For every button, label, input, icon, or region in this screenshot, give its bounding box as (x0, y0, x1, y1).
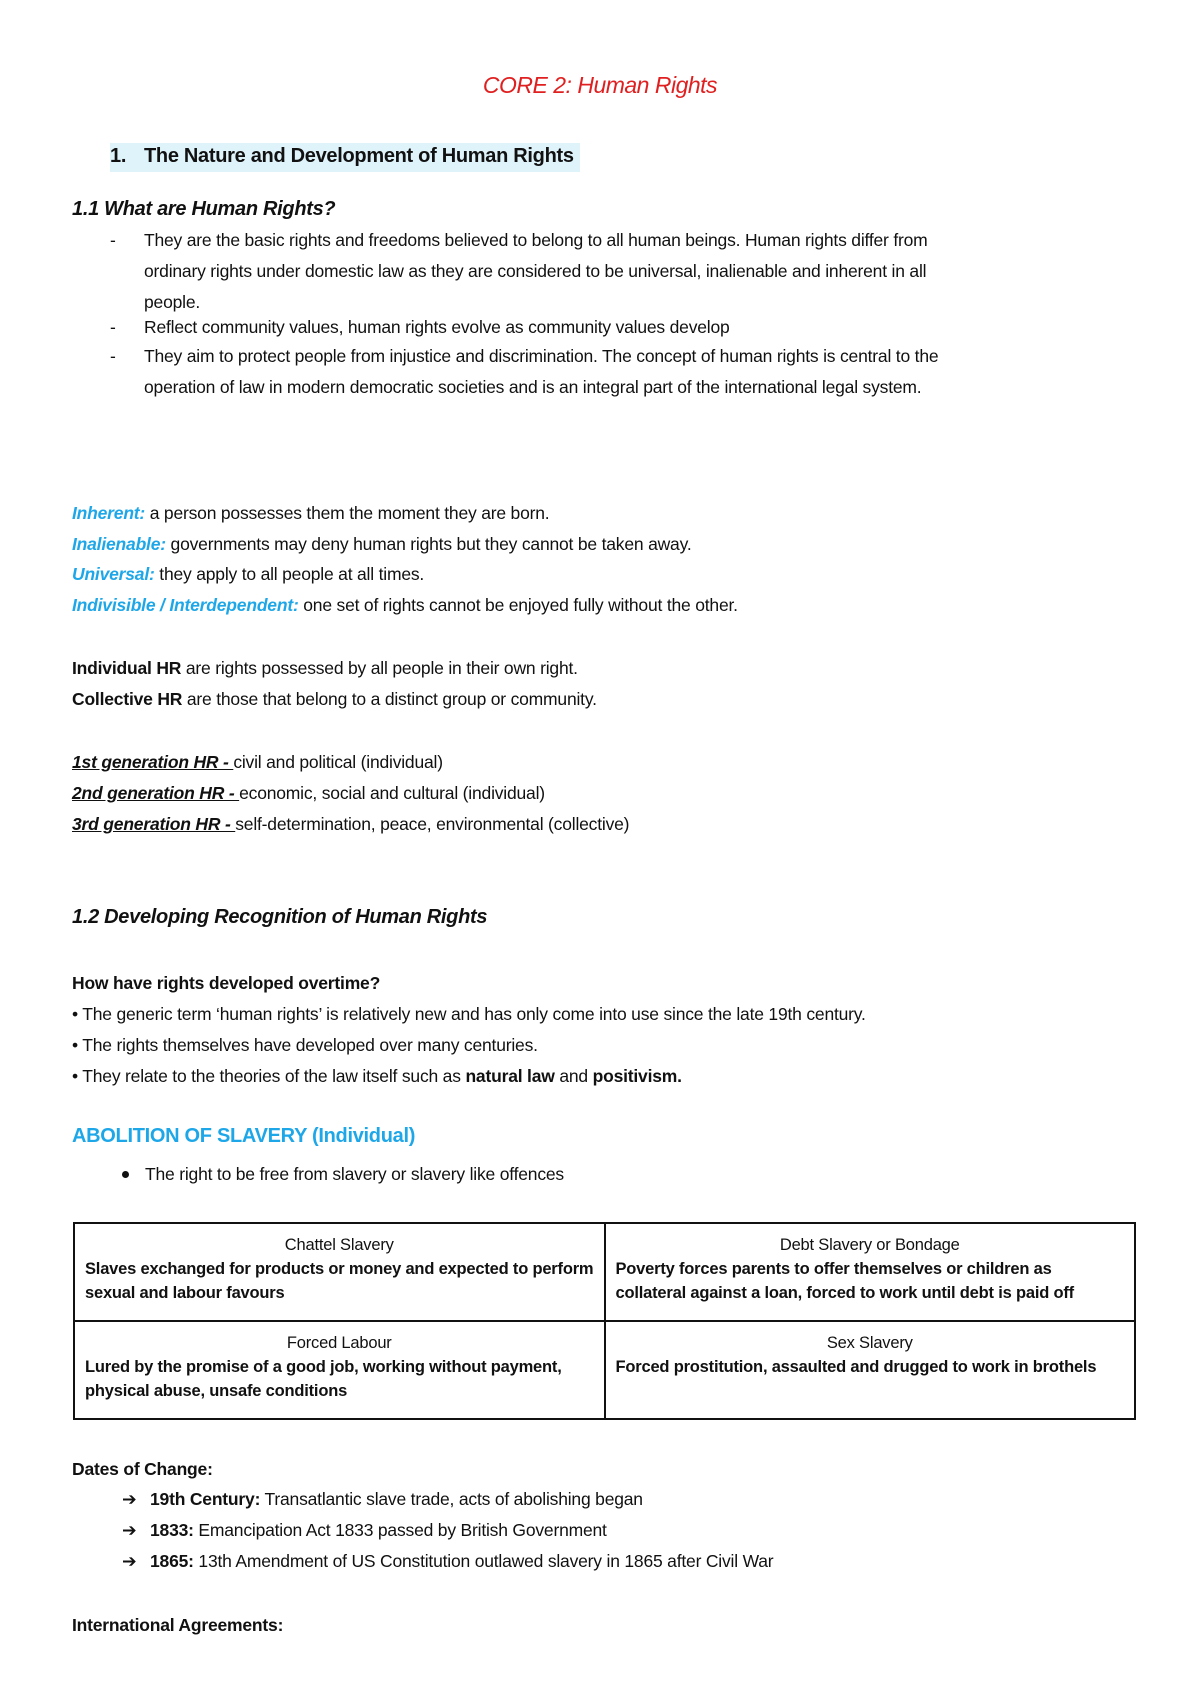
section-heading-text: The Nature and Development of Human Rights (144, 145, 574, 167)
section-number: 1. (110, 145, 127, 167)
bullet-dot-icon (122, 1171, 129, 1178)
arrow-right-icon: ➔ (122, 1489, 137, 1509)
list-item-line: Reflect community values, human rights evolve as community values develop (144, 317, 730, 337)
definition-term: Indivisible / Interdependent: (72, 595, 299, 615)
bullet-line (72, 1065, 682, 1087)
list-item-line: ordinary rights under domestic law as they are considered to be universal, inalienable and inherent in all (144, 261, 927, 281)
subsection-heading-1-1: 1.1 What are Human Rights? (72, 198, 336, 220)
bold-term: natural law (465, 1066, 555, 1086)
cell-title: Chattel Slavery (284, 1236, 394, 1254)
document-title: CORE 2: Human Rights (482, 72, 718, 98)
definition-text: governments may deny human rights but they cannot be taken away. (165, 534, 692, 554)
collective-hr-line (72, 688, 597, 710)
generation-2-line (72, 782, 545, 804)
list-item (72, 312, 1122, 343)
list-item-line: people. (144, 292, 201, 312)
date-label: 19th Century: (150, 1489, 261, 1509)
definition-inalienable (72, 533, 692, 555)
bullet-line: • The generic term ‘human rights’ is relatively new and has only come into use since the late 19th century. (72, 1004, 866, 1024)
arrow-right-icon: ➔ (122, 1520, 137, 1540)
generation-text: self-determination, peace, environmental (collective) (235, 814, 630, 834)
type-text: are rights possessed by all people in their own right. (181, 658, 578, 678)
date-item (122, 1489, 643, 1510)
slavery-bullet-text: The right to be free from slavery or slavery like offences (145, 1164, 564, 1184)
cell-title: Forced Labour (286, 1334, 392, 1352)
bullet-text: • They relate to the theories of the law itself such as (72, 1066, 466, 1086)
date-text: Transatlantic slave trade, acts of abolishing began (260, 1489, 643, 1509)
generation-1-line (72, 751, 443, 773)
cell-title: Sex Slavery (826, 1334, 913, 1352)
dash-marker: - (110, 346, 116, 366)
definition-inherent (72, 502, 549, 524)
subsection-heading-1-2: 1.2 Developing Recognition of Human Rights (72, 906, 488, 928)
definition-term: Inherent: (72, 503, 146, 523)
dates-heading: Dates of Change: (72, 1459, 213, 1479)
definition-text: they apply to all people at all times. (154, 564, 425, 584)
date-text: 13th Amendment of US Constitution outlawed slavery in 1865 after Civil War (193, 1551, 774, 1571)
slavery-types-table (73, 1222, 1136, 1420)
date-item (122, 1551, 773, 1572)
generation-text: economic, social and cultural (individual) (239, 783, 545, 803)
definition-text: one set of rights cannot be enjoyed fully without the other. (298, 595, 738, 615)
table-cell (74, 1321, 605, 1419)
list-item (72, 341, 1122, 403)
cell-description: Forced prostitution, assaulted and drugged to work in brothels (615, 1358, 1097, 1376)
date-text: Emancipation Act 1833 passed by British Government (193, 1520, 607, 1540)
bold-term: Individual HR (72, 658, 182, 678)
table-row (74, 1223, 1135, 1321)
list-item-line: operation of law in modern democratic societies and is an integral part of the international legal system. (144, 377, 922, 397)
slavery-heading: ABOLITION OF SLAVERY (Individual) (72, 1125, 416, 1147)
generation-3-line (72, 813, 629, 835)
cell-description: Slaves exchanged for products or money and expected to perform sexual and labour favours (85, 1260, 594, 1302)
list-item-line: They aim to protect people from injustice and discrimination. The concept of human rights is central to the (144, 346, 939, 366)
generation-label: 3rd generation HR - (72, 814, 236, 834)
individual-hr-line (72, 657, 578, 679)
international-agreements-heading: International Agreements: (72, 1615, 284, 1635)
definition-indivisible (72, 594, 738, 616)
list-item-line: They are the basic rights and freedoms believed to belong to all human beings. Human rights differ from (144, 230, 928, 250)
date-item (122, 1520, 607, 1541)
list-item (72, 225, 1122, 318)
arrow-right-icon: ➔ (122, 1551, 137, 1571)
cell-description: Lured by the promise of a good job, working without payment, physical abuse, unsafe conditions (85, 1358, 562, 1400)
generation-text: civil and political (individual) (233, 752, 443, 772)
definition-text: a person possesses them the moment they are born. (145, 503, 550, 523)
cell-description: Poverty forces parents to offer themselves or children as collateral against a loan, forced to work until debt is paid off (615, 1260, 1074, 1302)
date-label: 1865: (150, 1551, 194, 1571)
dash-marker: - (110, 230, 116, 250)
bullet-line: • The rights themselves have developed over many centuries. (72, 1035, 538, 1055)
bold-term: positivism. (592, 1066, 682, 1086)
cell-title: Debt Slavery or Bondage (779, 1236, 960, 1254)
bullet-text: and (554, 1066, 593, 1086)
definition-term: Universal: (72, 564, 155, 584)
question-line: How have rights developed overtime? (72, 973, 381, 993)
definition-term: Inalienable: (72, 534, 166, 554)
type-text: are those that belong to a distinct group or community. (182, 689, 597, 709)
generation-label: 1st generation HR - (72, 752, 234, 772)
bold-term: Collective HR (72, 689, 183, 709)
table-row (74, 1321, 1135, 1419)
table-cell (605, 1223, 1136, 1321)
table-cell (605, 1321, 1136, 1419)
date-label: 1833: (150, 1520, 194, 1540)
table-cell (74, 1223, 605, 1321)
dash-marker: - (110, 317, 116, 337)
generation-label: 2nd generation HR - (72, 783, 240, 803)
section-heading (110, 143, 580, 172)
definition-universal (72, 563, 424, 585)
